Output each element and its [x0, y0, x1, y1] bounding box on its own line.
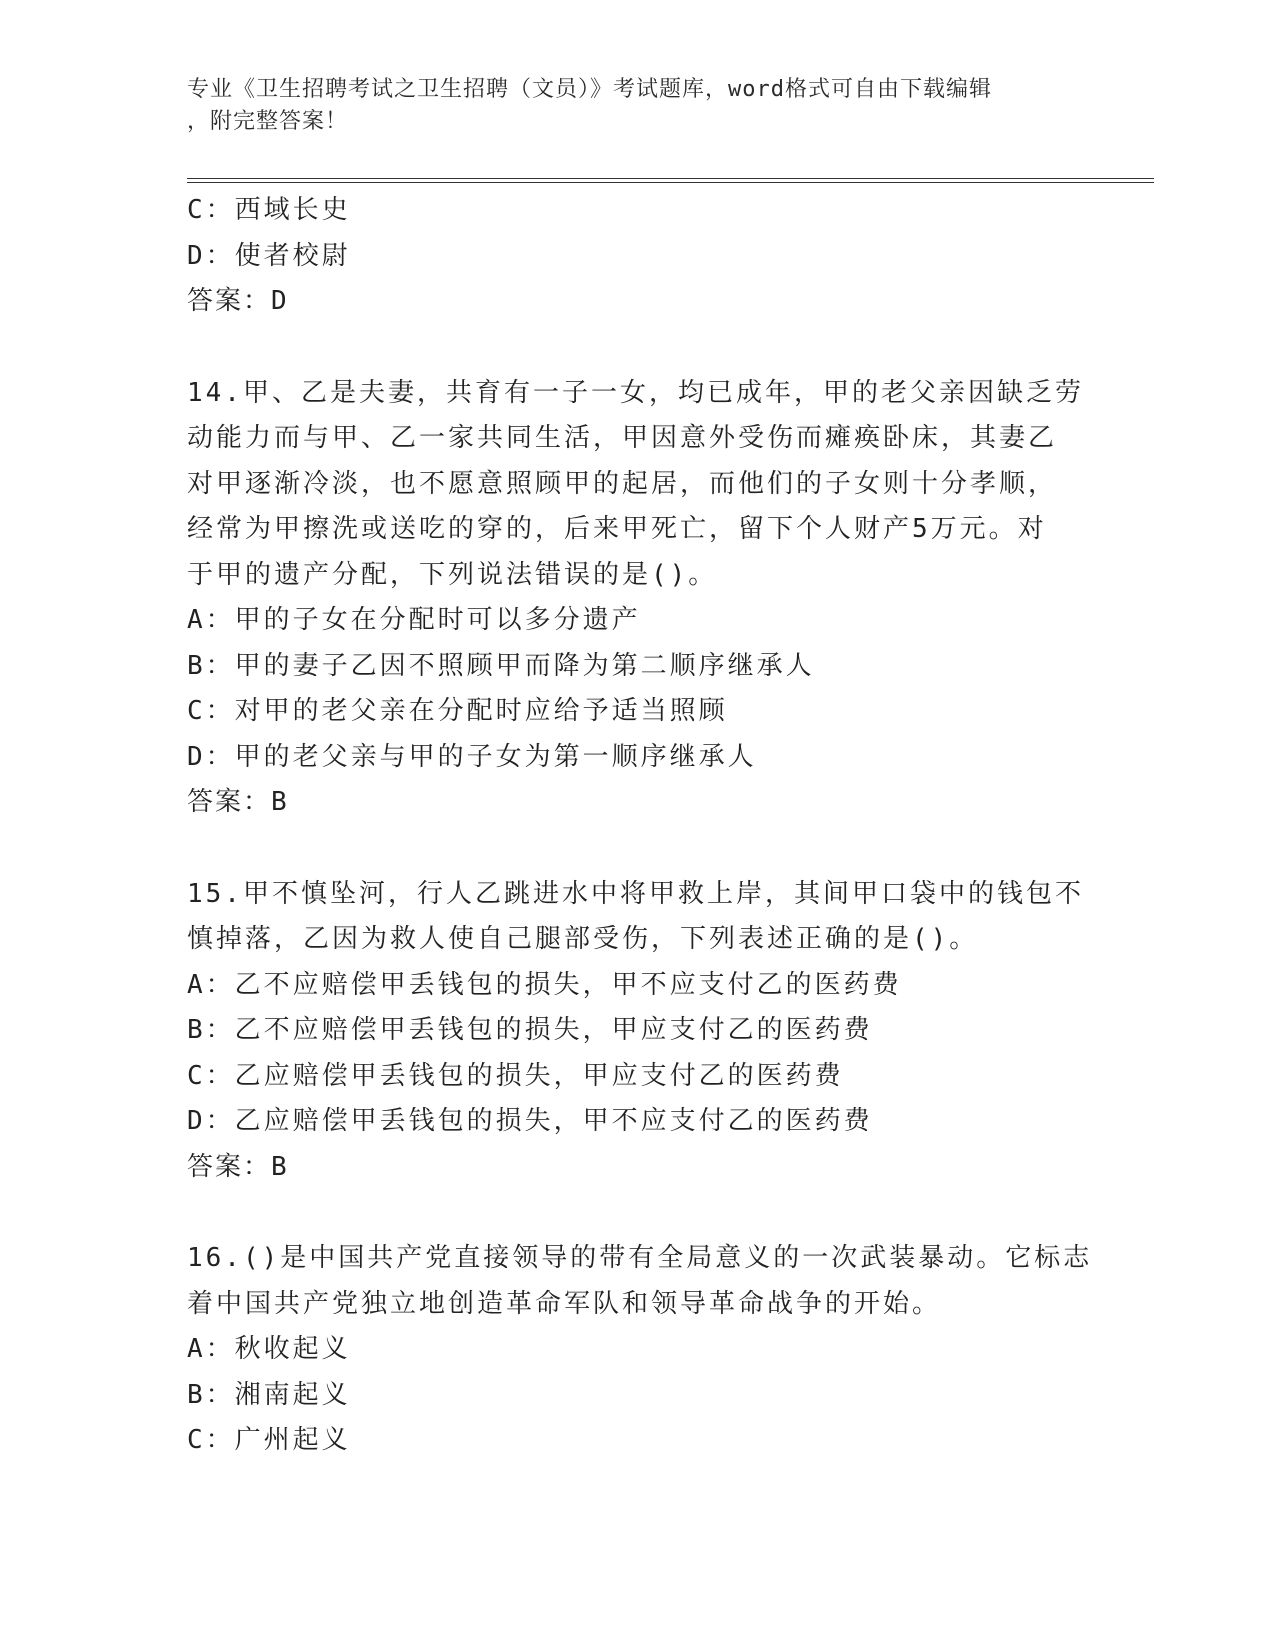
answer-label: 答案：: [187, 286, 272, 316]
answer-line: [187, 279, 1087, 325]
option-b: B：乙不应赔偿甲丢钱包的损失，甲应支付乙的医药费: [187, 1015, 873, 1045]
answer-label: 答案：: [187, 787, 272, 817]
option-c: C：对甲的老父亲在分配时应给予适当照顾: [187, 696, 728, 726]
answer-line: [187, 1145, 1087, 1191]
answer-label: 答案：: [187, 1151, 272, 1182]
answer-value: D: [271, 286, 289, 316]
question-15: [187, 872, 1087, 1191]
question-text-line: 着中国共产党独立地创造革命军队和领导革命战争的开始。: [187, 1288, 942, 1319]
header-divider-bottom: [187, 182, 1154, 183]
option-d: D：使者校尉: [187, 240, 351, 271]
answer-line: [187, 780, 1087, 826]
spacer: [187, 826, 1087, 872]
question-13: [187, 188, 1087, 325]
header-line-2: ，附完整答案！: [187, 109, 349, 134]
option-a: A：甲的子女在分配时可以多分遗产: [187, 605, 641, 635]
option-d: D：甲的老父亲与甲的子女为第一顺序继承人: [187, 741, 757, 772]
question-14: [187, 371, 1087, 826]
header-line-1: 专业《卫生招聘考试之卫生招聘（文员）》考试题库，word格式可自由下载编辑: [187, 77, 992, 102]
page-header: [187, 74, 1067, 138]
spacer: [187, 1190, 1087, 1236]
question-text-line: 动能力而与甲、乙一家共同生活，甲因意外受伤而瘫痪卧床，其妻乙: [187, 423, 1058, 453]
question-text-line: 慎掉落，乙因为救人使自己腿部受伤，下列表述正确的是()。: [187, 924, 979, 954]
question-text-line: 经常为甲擦洗或送吃的穿的，后来甲死亡，留下个人财产5万元。对: [187, 514, 1047, 544]
question-16: [187, 1236, 1093, 1464]
question-text-line: 15.甲不慎坠河，行人乙跳进水中将甲救上岸，其间甲口袋中的钱包不: [187, 878, 1084, 909]
question-text-line: 对甲逐渐冷淡，也不愿意照顾甲的起居，而他们的子女则十分孝顺，: [187, 468, 1058, 499]
answer-value: B: [271, 787, 289, 817]
question-text-line: 14.甲、乙是夫妻，共育有一子一女，均已成年，甲的老父亲因缺乏劳: [187, 377, 1084, 408]
option-b: B：甲的妻子乙因不照顾甲而降为第二顺序继承人: [187, 650, 815, 681]
option-c: C：西域长史: [187, 195, 351, 225]
question-content: [187, 188, 1093, 1464]
header-divider-top: [187, 178, 1154, 179]
question-text-line: 于甲的遗产分配，下列说法错误的是()。: [187, 559, 718, 590]
option-d: D：乙应赔偿甲丢钱包的损失，甲不应支付乙的医药费: [187, 1106, 873, 1136]
option-c: C：乙应赔偿甲丢钱包的损失，甲应支付乙的医药费: [187, 1060, 844, 1091]
option-c: C：广州起义: [187, 1425, 351, 1455]
answer-value: B: [271, 1151, 289, 1182]
option-a: A：秋收起义: [187, 1334, 351, 1364]
option-b: B：湘南起义: [187, 1379, 351, 1410]
spacer: [187, 325, 1087, 371]
option-a: A：乙不应赔偿甲丢钱包的损失，甲不应支付乙的医药费: [187, 969, 902, 1000]
question-text-line: 16.()是中国共产党直接领导的带有全局意义的一次武装暴动。它标志: [187, 1243, 1093, 1273]
